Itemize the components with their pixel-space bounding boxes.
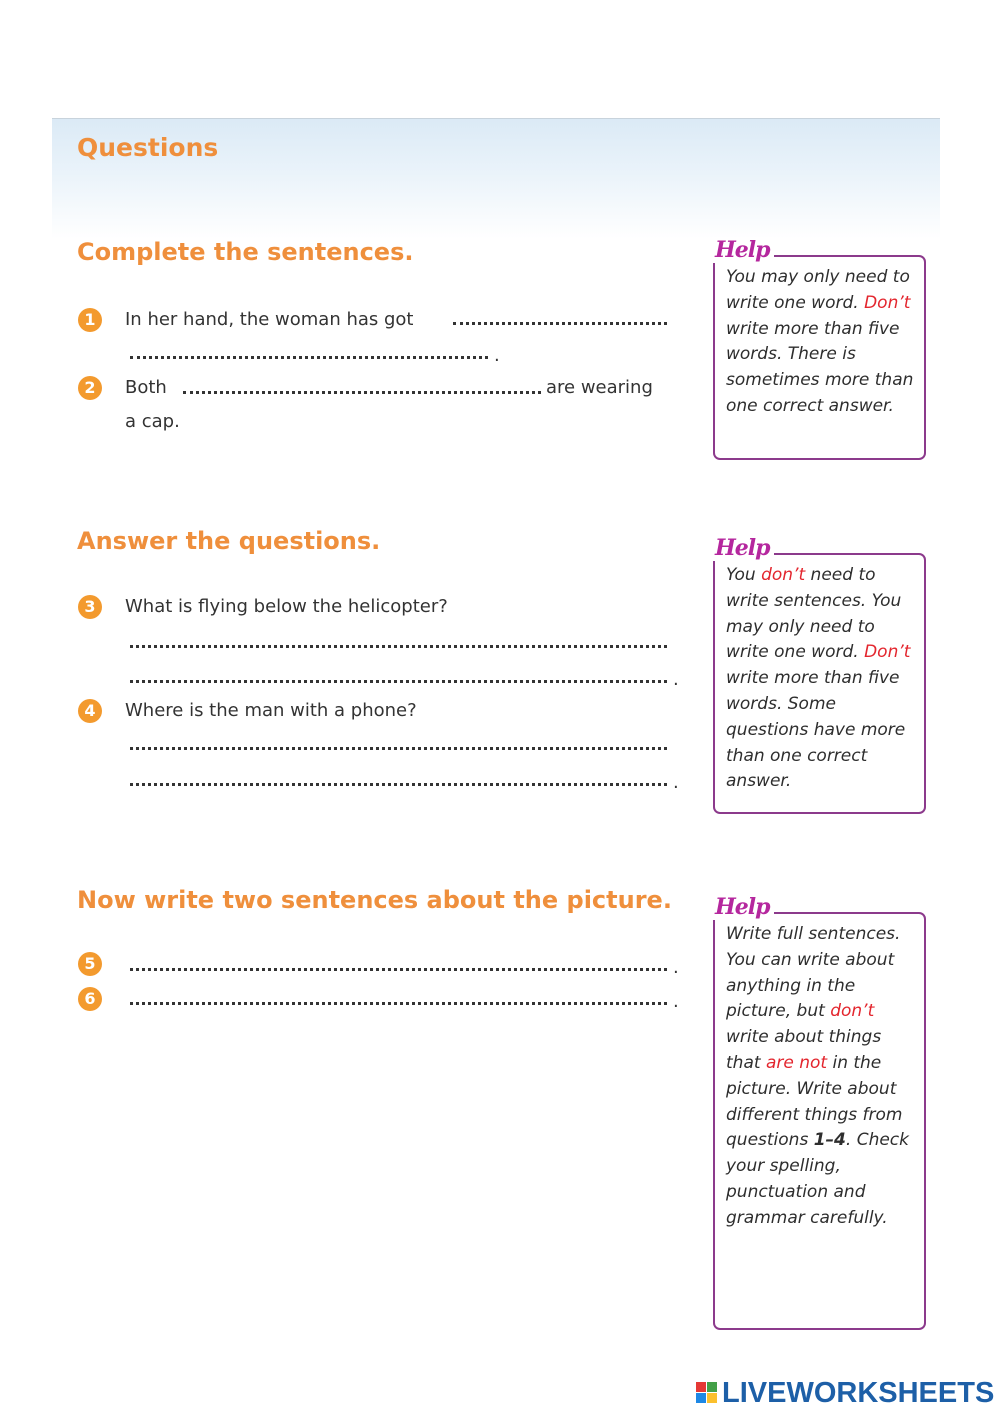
question-2-text-cont: a cap.: [125, 411, 180, 432]
question-2-text-before: Both: [125, 377, 167, 398]
help-text-bold: 1–4: [813, 1130, 846, 1151]
answer-blank-2[interactable]: [183, 391, 541, 394]
logo-text: LIVEWORKSHEETS: [722, 1376, 995, 1409]
question-number-5: 5: [78, 952, 102, 976]
help-label: Help: [713, 535, 774, 561]
help-box-1: [713, 237, 926, 460]
help-text: write more than five words. There is sometimes more than one correct answer.: [726, 318, 914, 416]
section-heading-write: Now write two sentences about the picture.: [77, 886, 672, 914]
answer-blank-5[interactable]: [130, 968, 667, 971]
question-number-6: 6: [78, 987, 102, 1011]
help-text: Write full sentences. You can write about anything in the picture, but: [726, 924, 901, 1022]
question-number-4: 4: [78, 699, 102, 723]
answer-blank-6[interactable]: [130, 1002, 667, 1005]
answer-blank-4b[interactable]: [130, 783, 667, 786]
period: .: [673, 957, 679, 978]
help-text-emphasis: don’t: [830, 1001, 875, 1022]
period: .: [494, 345, 500, 366]
liveworksheets-logo-icon: [696, 1382, 718, 1404]
help-text: need to write sentences. You may only need to write one word.: [726, 565, 902, 663]
help-text: write more than five words. Some questions have more than one correct answer.: [726, 668, 906, 792]
liveworksheets-logo[interactable]: [696, 1376, 994, 1410]
answer-blank-3a[interactable]: [130, 645, 667, 648]
help-box-2: [713, 535, 926, 814]
help-text: write about things that: [726, 1027, 882, 1073]
help-text: in the picture. Write about different things from questions: [726, 1052, 903, 1151]
question-number-2: 2: [78, 376, 102, 400]
page-title: Questions: [77, 133, 219, 162]
question-4-text: Where is the man with a phone?: [125, 700, 417, 721]
help-label: Help: [713, 894, 774, 920]
question-number-1: 1: [78, 308, 102, 332]
help-text: . Check your spelling, punctuation and grammar carefully.: [726, 1130, 909, 1228]
period: .: [673, 772, 679, 793]
header-band: [52, 118, 940, 239]
answer-blank-1a[interactable]: [453, 322, 667, 325]
question-3-text: What is flying below the helicopter?: [125, 596, 448, 617]
help-text: You may only need to write one word.: [726, 267, 910, 313]
question-number-3: 3: [78, 595, 102, 619]
question-2-text-after: are wearing: [546, 377, 653, 398]
help-text-emphasis: are not: [765, 1052, 828, 1073]
answer-blank-1b[interactable]: [130, 356, 488, 359]
question-1-text: In her hand, the woman has got: [125, 309, 414, 330]
section-heading-complete: Complete the sentences.: [77, 238, 414, 266]
help-text: You: [726, 565, 762, 585]
help-text-emphasis: don’t: [761, 565, 806, 585]
answer-blank-4a[interactable]: [130, 747, 667, 750]
help-label: Help: [713, 237, 774, 263]
help-text-emphasis: Don’t: [864, 292, 911, 313]
section-heading-answer: Answer the questions.: [77, 527, 381, 555]
help-text-emphasis: Don’t: [864, 642, 911, 663]
answer-blank-3b[interactable]: [130, 680, 667, 683]
help-box-3: [713, 894, 926, 1330]
period: .: [673, 669, 679, 690]
period: .: [673, 991, 679, 1012]
